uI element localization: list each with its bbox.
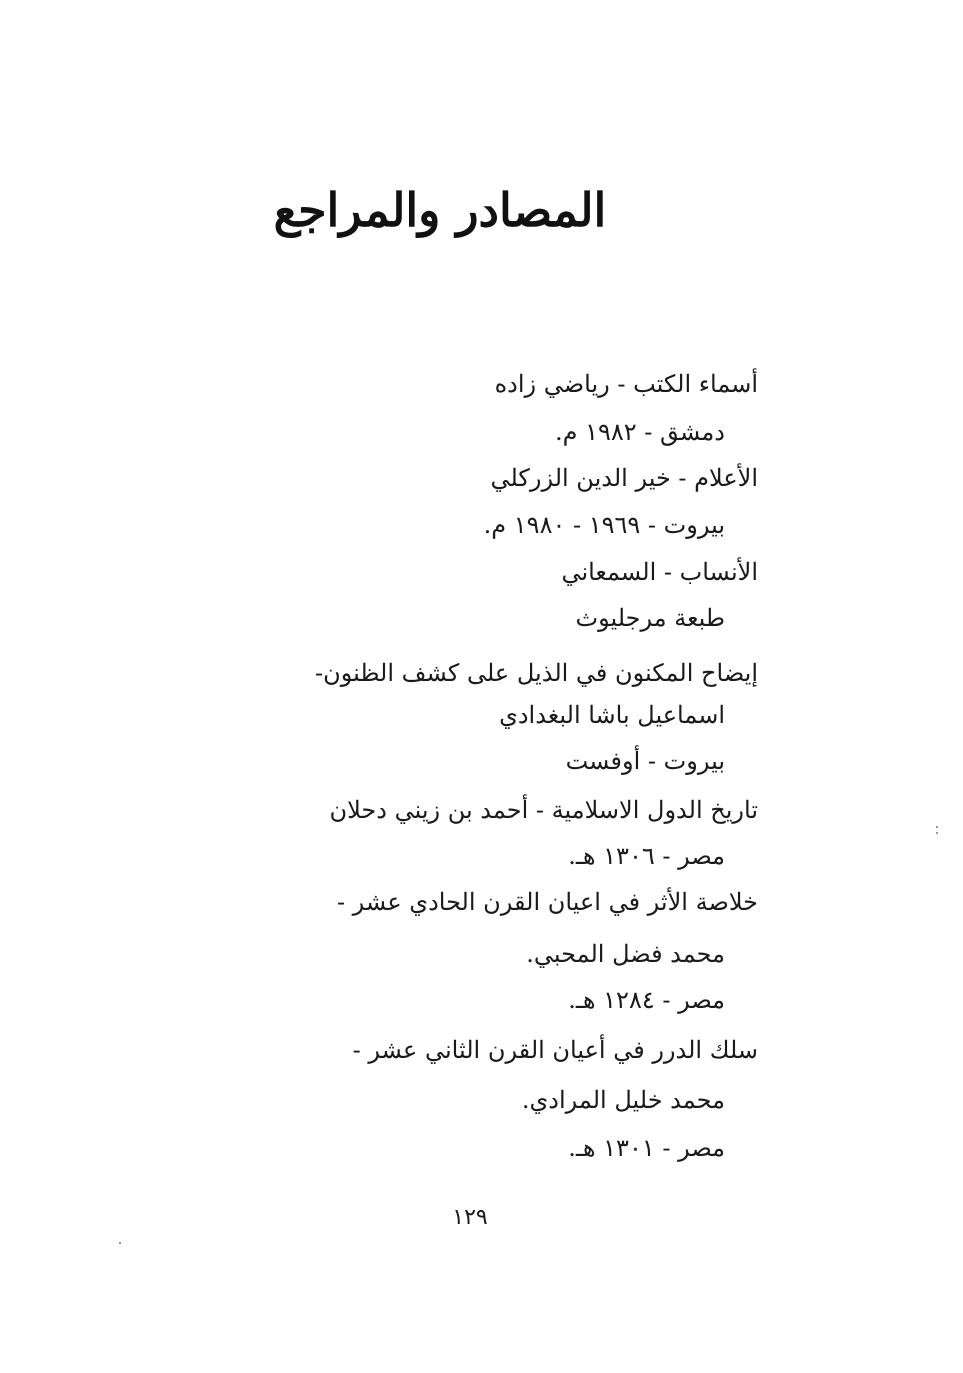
entry-5-line-2: مصر - ١٣٠٦ هـ. [568,842,725,870]
page-title: المصادر والمراجع [273,183,607,237]
entry-4-line-2: اسماعيل باشا البغدادي [499,701,725,729]
entry-3-line-1: الأنساب - السمعاني [561,558,758,586]
entry-1-line-2: دمشق - ١٩٨٢ م. [554,418,725,446]
entry-7-line-3: مصر - ١٣٠١ هـ. [568,1134,725,1162]
entry-6-line-3: مصر - ١٢٨٤ هـ. [568,986,725,1014]
entry-4-line-3: بيروت - أوفست [565,747,725,775]
scan-speck [936,826,938,828]
entry-7-line-1: سلك الدرر في أعيان القرن الثاني عشر - [352,1036,758,1064]
entry-6-line-1: خلاصة الأثر في اعيان القرن الحادي عشر - [336,888,758,916]
entry-5-line-1: تاريخ الدول الاسلامية - أحمد بن زيني دحلان [329,796,758,824]
entry-7-line-2: محمد خليل المرادي. [521,1086,725,1114]
entry-2-line-1: الأعلام - خير الدين الزركلي [490,464,758,492]
entry-2-line-2: بيروت - ١٩٦٩ - ١٩٨٠ م. [483,511,725,539]
page-number: ١٢٩ [452,1205,488,1230]
scan-speck [936,832,938,834]
entry-6-line-2: محمد فضل المحبي. [526,940,725,968]
scan-speck [119,1242,121,1244]
entry-3-line-2: طبعة مرجليوث [575,604,725,632]
entry-4-line-1: إيضاح المكنون في الذيل على كشف الظنون- [314,659,758,687]
entry-1-line-1: أسماء الكتب - رياضي زاده [494,370,758,398]
